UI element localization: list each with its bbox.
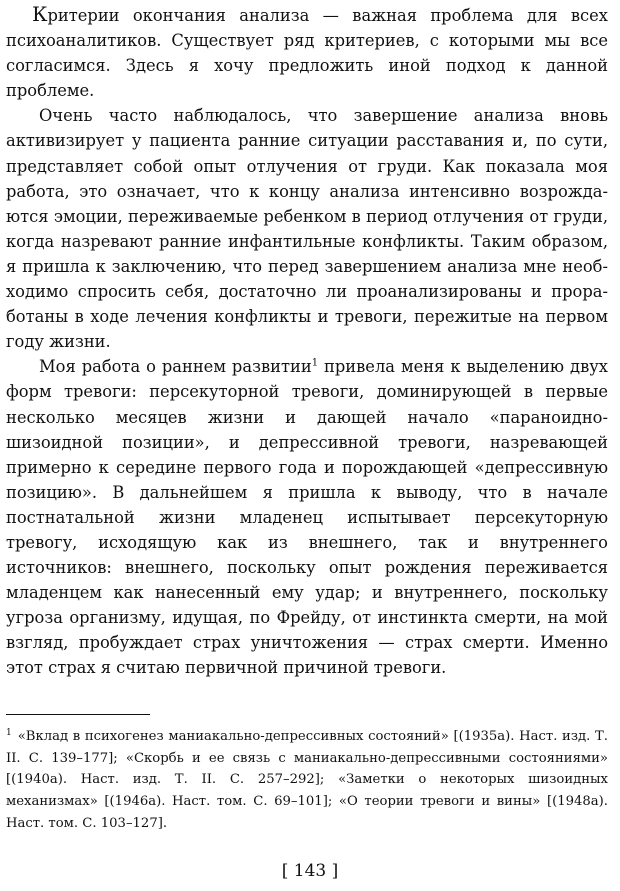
paragraph-2 [6, 103, 608, 354]
footnote [6, 726, 608, 835]
paragraph-1-initial: К [32, 2, 48, 26]
paragraph-3-text-start: Моя работа о раннем развитии [39, 357, 312, 377]
footnote-divider [6, 714, 150, 715]
footnote-reference[interactable]: 1 [311, 357, 319, 369]
paragraph-1-text: ритерии окончания анализа — важная проблема для всех психоаналитиков. Существует ряд критериев, с которыми мы все согласимся. Здесь я хочу предложить иной подход к данной проблеме. [6, 6, 608, 101]
paragraph-1 [6, 2, 608, 103]
paragraph-2-text: Очень часто наблюдалось, что завершение анализа вновь активизирует у пациента ранние ситуации расставания и, по сути, представляет собой опыт отлучения от груди. Как показала моя работа, это означает, что к концу анализа интенсивно возрождаются эмоции, переживаемые ребенком в период отлучения от груди, когда назревают ранние инфантильные конфликты. Таким образом, я пришла к заключению, что перед завершением анализа мне необходимо спросить себя, достаточно ли проанализированы и проработаны в ходе лечения конфликты и тревоги, пережитые на первом году жизни. [6, 106, 608, 352]
paragraph-3 [6, 354, 608, 680]
paragraph-3-text-rest: привела меня к выделению двух форм тревоги: персекуторной тревоги, доминирующей в первые несколько месяцев жизни и дающей начало «параноидно-шизоидной позиции», и депрессивной тревоги, назревающей примерно к середине первого года и порождающей «депрессивную позицию». В дальнейшем я пришла к выводу, что в начале постнатальной жизни младенец испытывает персекуторную тревогу, исходящую как из внешнего, так и внутреннего источников: внешнего, поскольку опыт рождения переживается младенцем как нанесенный ему удар; и внутреннего, поскольку угроза организму, идущая, по Фрейду, от инстинкта смерти, на мой взгляд, пробуждает страх уничтожения — страх смерти. Именно этот страх я считаю первичной причиной тревоги. [6, 357, 608, 678]
footnote-text: «Вклад в психогенез маниакально-депрессивных состояний» [(1935a). Наст. изд. Т. II. С. 139–177]; «Скорбь и ее связь с маниакально-депрессивными состояниями» [(1940a). Наст. изд. Т. II. С. 257–292]; «Заметки о некоторых шизоидных механизмах» [(1946a). Наст. том. С. 69–101]; «О теории тревоги и вины» [(1948a). Наст. том. С. 103–127]. [6, 729, 608, 831]
main-text [6, 2, 608, 681]
footnote-mark: 1 [6, 727, 12, 738]
page-number: [ 143 ] [281, 861, 339, 881]
